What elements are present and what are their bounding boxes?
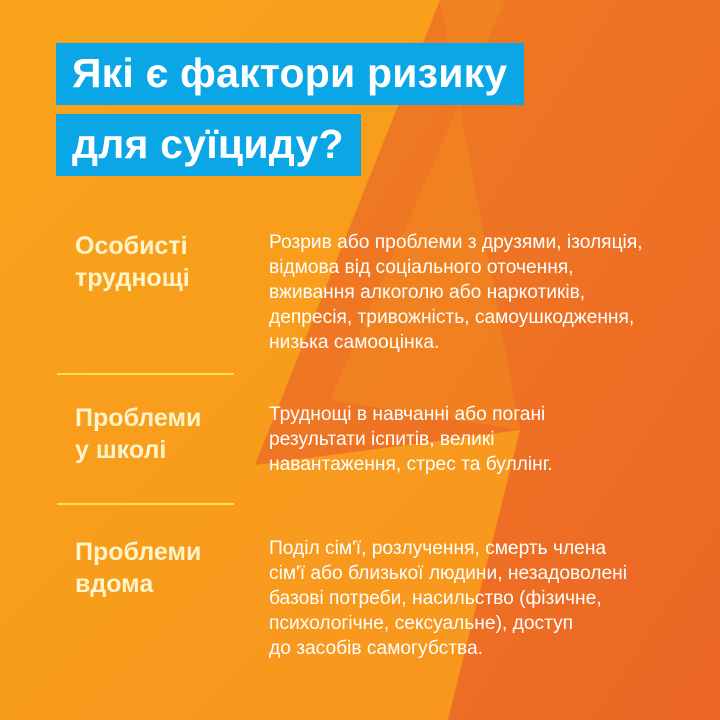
text-line: Поділ сім'ї, розлучення, смерть члена <box>269 538 607 559</box>
label-line: труднощі <box>75 264 190 292</box>
label-line: у школі <box>75 436 167 464</box>
text-line: вживання алкоголю або наркотиків, <box>269 282 586 303</box>
text-line: депресія, тривожність, самоушкодження, <box>269 307 635 328</box>
title-line-2: для суїциду? <box>56 114 361 176</box>
row-label <box>75 536 245 600</box>
text-line: базові потреби, насильство (фізичне, <box>269 588 602 609</box>
row-description <box>269 230 709 355</box>
label-line: Проблеми <box>75 538 202 566</box>
divider <box>57 503 234 505</box>
text-line: психологічне, сексуальне), доступ <box>269 613 574 634</box>
text-line: результати іспитів, великі <box>269 429 495 450</box>
row-description <box>269 402 709 477</box>
text-line: сім'ї або близької людини, незадоволені <box>269 563 628 584</box>
row-label <box>75 402 245 466</box>
text-line: до засобів самогубства. <box>269 638 483 659</box>
text-line: відмова від соціального оточення, <box>269 257 574 278</box>
text-line: Розрив або проблеми з друзями, ізоляція, <box>269 232 643 253</box>
label-line: вдома <box>75 570 154 598</box>
row-description <box>269 536 709 661</box>
text-line: Труднощі в навчанні або погані <box>269 404 546 425</box>
label-line: Проблеми <box>75 404 202 432</box>
divider <box>57 373 234 375</box>
text-line: низька самооцінка. <box>269 332 440 353</box>
row-label <box>75 230 245 294</box>
text-line: навантаження, стрес та буллінг. <box>269 454 553 475</box>
title-block <box>56 43 524 176</box>
title-line-1: Які є фактори ризику <box>56 43 524 105</box>
label-line: Особисті <box>75 232 188 260</box>
